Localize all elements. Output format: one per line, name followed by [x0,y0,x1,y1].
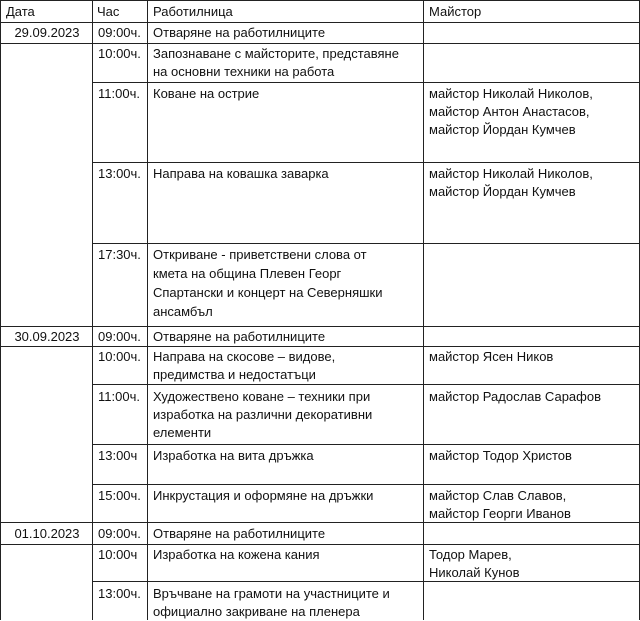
row-divider [92,484,640,485]
master-cell: майстор Николай Николов, [429,86,593,101]
row-divider [92,243,640,244]
time-cell: 11:00ч. [98,389,140,404]
master-cell: майстор Георги Иванов [429,506,571,521]
workshop-cell: Художествено коване – техники при [153,389,371,404]
column-divider [147,0,148,620]
time-cell: 10:00ч. [98,46,141,61]
workshop-cell: Отваряне на работилниците [153,526,326,541]
master-cell: майстор Николай Николов, [429,166,593,181]
time-cell: 10:00ч. [98,349,141,364]
row-divider [92,444,640,445]
time-cell: 13:00ч. [98,166,141,181]
master-cell: майстор Ясен Ников [429,349,554,364]
workshop-cell: Отваряне на работилниците [153,329,326,344]
workshop-cell: елементи [153,425,212,440]
workshop-cell: Запознаване с майсторите, представяне [153,46,399,61]
master-cell: майстор Тодор Христов [429,448,572,463]
workshop-cell: на основни техники на работа [153,64,335,79]
workshop-cell: Отваряне на работилниците [153,25,326,40]
workshop-cell: Изработка на кожена кания [153,547,320,562]
workshop-cell: Инкрустация и оформяне на дръжки [153,488,374,503]
row-divider [0,544,640,545]
date-cell: 29.09.2023 [14,25,80,40]
workshop-cell: Спартански и концерт на Северняшки [153,285,383,300]
time-cell: 11:00ч. [98,86,140,101]
row-divider [92,82,640,83]
time-cell: 13:00ч [98,448,138,463]
workshop-cell: Коване на острие [153,86,260,101]
time-cell: 13:00ч. [98,586,141,601]
row-divider [92,162,640,163]
header-master: Майстор [429,4,482,19]
header-workshop: Работилница [153,4,233,19]
workshop-cell: Връчване на грамоти на участниците и [153,586,390,601]
row-divider [92,384,640,385]
workshop-cell: Направа на ковашка заварка [153,166,329,181]
master-cell: майстор Йордан Кумчев [429,184,576,199]
workshop-cell: изработка на различни декоративни [153,407,373,422]
master-cell: майстор Радослав Сарафов [429,389,601,404]
column-divider [423,0,424,620]
time-cell: 15:00ч. [98,488,141,503]
header-time: Час [97,4,120,19]
time-cell: 10:00ч [98,547,138,562]
time-cell: 09:00ч. [98,526,141,541]
date-cell: 01.10.2023 [14,526,80,541]
master-cell: майстор Слав Славов, [429,488,567,503]
workshop-cell: предимства и недостатъци [153,367,316,382]
workshop-cell: Откриване - приветствени слова от [153,247,367,262]
master-cell: Тодор Марев, [429,547,512,562]
header-date: Дата [6,4,35,19]
master-cell: майстор Антон Анастасов, [429,104,590,119]
workshop-cell: Изработка на вита дръжка [153,448,314,463]
workshop-cell: кмета на община Плевен Георг [153,266,342,281]
time-cell: 17:30ч. [98,247,141,262]
column-divider [92,0,93,620]
table-border-left [0,0,1,620]
workshop-cell: Направа на скосове – видове, [153,349,336,364]
workshop-cell: официално закриване на пленера [153,604,360,619]
workshop-cell: ансамбъл [153,304,213,319]
master-cell: майстор Йордан Кумчев [429,122,576,137]
date-cell: 30.09.2023 [14,329,80,344]
row-divider [0,0,640,1]
master-cell: Николай Кунов [429,565,520,580]
time-cell: 09:00ч. [98,25,141,40]
row-divider [92,581,640,582]
time-cell: 09:00ч. [98,329,141,344]
